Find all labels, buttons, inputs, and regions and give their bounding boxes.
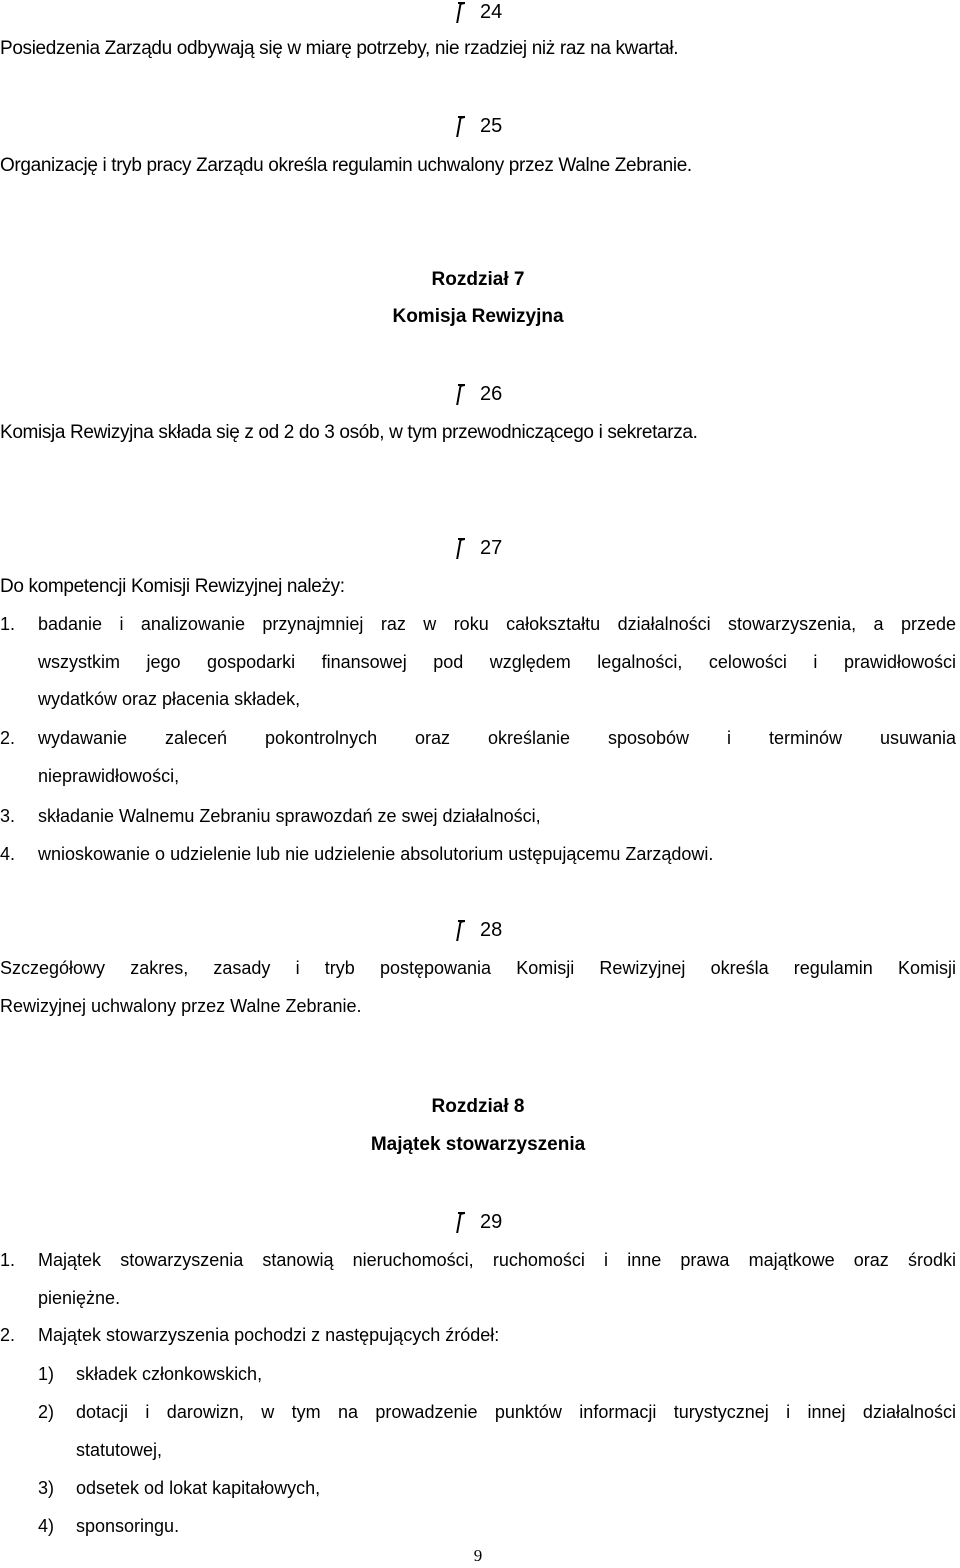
section-number: 27 (480, 537, 503, 559)
section-number: 26 (480, 383, 503, 405)
section-sign-icon (458, 538, 466, 560)
list-item-line: wszystkim jego gospodarki finansowej pod względem legalności, celowości i prawidłowości (38, 652, 956, 672)
list-item-number: 2. (0, 728, 16, 748)
list-item-line: Majątek stowarzyszenia pochodzi z następujących źródeł: (38, 1325, 500, 1345)
list-item-line: składanie Walnemu Zebraniu sprawozdań ze swej działalności, (38, 806, 541, 826)
list-item-line: pieniężne. (38, 1288, 121, 1308)
list-item-number: 3. (0, 806, 16, 826)
paragraph-26: Komisja Rewizyjna składa się z od 2 do 3 osób, w tym przewodniczącego i sekretarza. (0, 422, 698, 443)
sub-item-line: odsetek od lokat kapitałowych, (76, 1478, 321, 1498)
section-sign-icon (458, 116, 466, 138)
paragraph-24: Posiedzenia Zarządu odbywają się w miarę potrzeby, nie rzadziej niż raz na kwartał. (0, 38, 679, 59)
section-heading-24 (458, 0, 502, 24)
list-item-number: 2. (0, 1325, 16, 1345)
section-heading-29 (458, 1210, 502, 1234)
section-heading-26 (458, 382, 502, 406)
section-number: 28 (480, 919, 503, 941)
section-number: 25 (480, 115, 503, 137)
page-number: 9 (473, 1546, 483, 1565)
chapter-title: Majątek stowarzyszenia (370, 1134, 586, 1155)
section-sign-icon (458, 384, 466, 406)
section-number: 24 (480, 1, 503, 23)
section-sign-icon (458, 920, 466, 942)
paragraph-28-line: Rewizyjnej uchwalony przez Walne Zebranie. (0, 996, 362, 1016)
section-heading-25 (458, 114, 502, 138)
list-item-number: 4. (0, 844, 16, 864)
sub-item-number: 1) (38, 1364, 55, 1384)
list-item-line: Majątek stowarzyszenia stanowią nieruchomości, ruchomości i inne prawa majątkowe oraz środki (38, 1250, 956, 1270)
section-heading-27 (458, 536, 502, 560)
list-item-line: nieprawidłowości, (38, 766, 180, 786)
sub-item-line: sponsoringu. (76, 1516, 180, 1536)
section-heading-28 (458, 918, 502, 942)
sub-item-number: 3) (38, 1478, 55, 1498)
sub-item-line: dotacji i darowizn, w tym na prowadzenie punktów informacji turystycznej i innej działalności (76, 1402, 956, 1422)
list-item-line: wydawanie zaleceń pokontrolnych oraz określanie sposobów i terminów usuwania (38, 728, 956, 748)
list-item-line: wnioskowanie o udzielenie lub nie udzielenie absolutorium ustępującemu Zarządowi. (38, 844, 714, 864)
chapter-label: Rozdział 7 (431, 269, 525, 290)
list-item-number: 1. (0, 614, 16, 634)
sub-item-line: statutowej, (76, 1440, 163, 1460)
list-item-line: wydatków oraz płacenia składek, (38, 689, 301, 709)
sub-item-number: 2) (38, 1402, 55, 1422)
chapter-label: Rozdział 8 (431, 1096, 525, 1117)
section-sign-icon (458, 1212, 466, 1234)
list-item-line: badanie i analizowanie przynajmniej raz w roku całokształtu działalności stowarzyszenia, a przede (38, 614, 956, 634)
sub-item-number: 4) (38, 1516, 55, 1536)
section-number: 29 (480, 1211, 503, 1233)
sub-item-line: składek członkowskich, (76, 1364, 263, 1384)
list-item-number: 1. (0, 1250, 16, 1270)
paragraph-25: Organizację i tryb pracy Zarządu określa regulamin uchwalony przez Walne Zebranie. (0, 155, 692, 176)
paragraph-28-line: Szczegółowy zakres, zasady i tryb postępowania Komisji Rewizyjnej określa regulamin Komisji (0, 958, 956, 978)
paragraph-27-intro: Do kompetencji Komisji Rewizyjnej należy: (0, 576, 345, 597)
chapter-title: Komisja Rewizyjna (392, 306, 564, 327)
section-sign-icon (458, 2, 466, 24)
